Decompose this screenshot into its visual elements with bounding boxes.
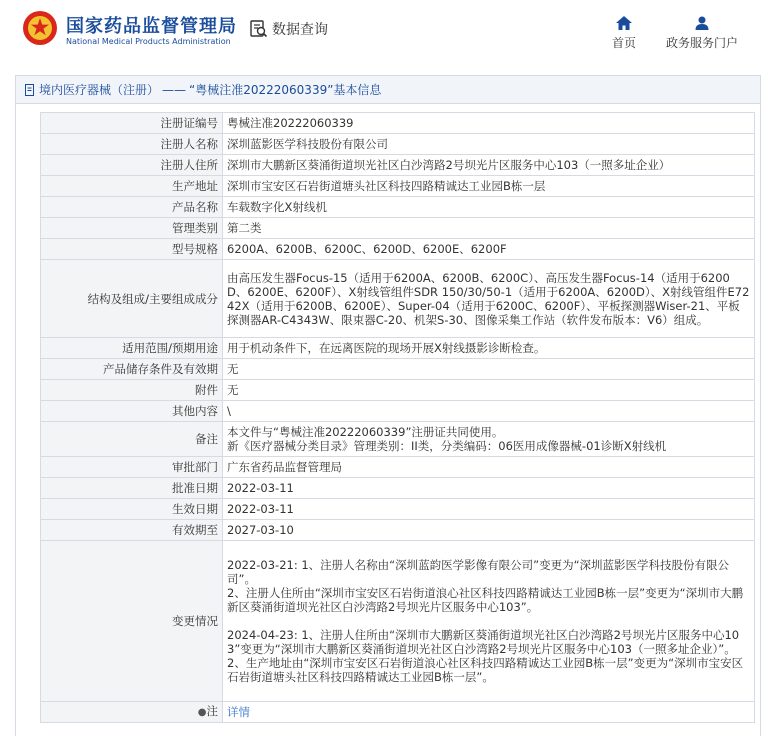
field-value: 深圳市宝安区石岩街道塘头社区科技四路精诚达工业园B栋一层 — [223, 176, 755, 197]
table-row — [41, 478, 755, 499]
table-row — [41, 422, 755, 457]
change-entry-2-line-1: 2024-04-23: 1、注册人住所由“深圳市大鹏新区葵涌街道坝光社区白沙湾路2号坝光片区服务中心103”变更为“深圳市大鹏新区葵涌街道坝光社区白沙湾路2号坝光片区服务中心103（一照多址企业）”。 — [227, 628, 740, 656]
field-label: 管理类别 — [41, 218, 223, 239]
field-label: 注册人名称 — [41, 134, 223, 155]
data-query-link[interactable] — [250, 19, 328, 39]
magnifier-doc-icon — [250, 20, 268, 38]
national-emblem-icon — [22, 10, 58, 46]
field-label: 变更情况 — [41, 541, 223, 702]
field-value: 车载数字化X射线机 — [223, 197, 755, 218]
record-table — [40, 112, 755, 723]
field-label: 备注 — [41, 422, 223, 457]
breadcrumb-separator: —— — [162, 82, 187, 97]
field-value — [223, 702, 755, 723]
field-label: 产品名称 — [41, 197, 223, 218]
field-value — [223, 422, 755, 457]
field-value: 由高压发生器Focus-15（适用于6200A、6200B、6200C）、高压发生器Focus-14（适用于6200D、6200E、6200F）、X射线管组件SDR 150/30/50-1（适用于6200A、6200D）、X射线管组件E7242X（适用于6200B、6200E）、Super-04（适用于6200C、6200F）、平板探测器Wiser-21、平板探测器AR-C4343W、限束器C-20、机架S-30、图像采集工作站（软件发布版本：V6）组成。 — [223, 260, 755, 338]
table-row — [41, 218, 755, 239]
field-label: 生产地址 — [41, 176, 223, 197]
field-label: 结构及组成/主要组成成分 — [41, 260, 223, 338]
field-value: 第二类 — [223, 218, 755, 239]
table-row — [41, 520, 755, 541]
field-value: 6200A、6200B、6200C、6200D、6200E、6200F — [223, 239, 755, 260]
data-query-label: 数据查询 — [272, 22, 328, 38]
table-row — [41, 457, 755, 478]
field-label: 其他内容 — [41, 401, 223, 422]
table-row — [41, 380, 755, 401]
spacer — [227, 614, 750, 628]
table-row — [41, 541, 755, 702]
nav-home-label: 首页 — [612, 36, 637, 50]
table-row — [41, 176, 755, 197]
table-row — [41, 260, 755, 338]
nav-services-label: 政务服务门户 — [666, 36, 739, 50]
table-row — [41, 401, 755, 422]
field-value: 无 — [223, 380, 755, 401]
field-value: 用于机动条件下，在远离医院的现场开展X射线摄影诊断检查。 — [223, 338, 755, 359]
note-label: 注 — [206, 704, 218, 718]
field-label: 注册证编号 — [41, 113, 223, 134]
field-value: 2022-03-11 — [223, 478, 755, 499]
site-subtitle: National Medical Products Administration — [66, 37, 231, 46]
field-label — [41, 702, 223, 723]
table-row — [41, 134, 755, 155]
user-icon — [694, 16, 710, 30]
nav-services[interactable] — [666, 16, 738, 51]
field-label: 生效日期 — [41, 499, 223, 520]
field-value: 2027-03-10 — [223, 520, 755, 541]
breadcrumb-category[interactable]: 境内医疗器械（注册） — [39, 83, 160, 97]
field-value: \ — [223, 401, 755, 422]
breadcrumb-record-title: “粤械注准20222060339”基本信息 — [189, 83, 382, 97]
field-label: 批准日期 — [41, 478, 223, 499]
document-icon — [24, 84, 36, 96]
field-value: 深圳市大鹏新区葵涌街道坝光社区白沙湾路2号坝光片区服务中心103（一照多址企业） — [223, 155, 755, 176]
home-icon — [616, 16, 632, 30]
table-row — [41, 113, 755, 134]
table-row — [41, 499, 755, 520]
remarks-line-2: 新《医疗器械分类目录》管理类别：II类，分类编码：06医用成像器械-01诊断X射线机 — [227, 439, 667, 453]
nav-home[interactable] — [612, 16, 636, 51]
field-label: 型号规格 — [41, 239, 223, 260]
table-row — [41, 239, 755, 260]
change-entry-1-line-1: 2022-03-21: 1、注册人名称由“深圳蓝韵医学影像有限公司”变更为“深圳蓝影医学科技股份有限公司”。 — [227, 558, 730, 586]
field-value: 2022-03-11 — [223, 499, 755, 520]
table-row — [41, 702, 755, 723]
field-label: 审批部门 — [41, 457, 223, 478]
table-row — [41, 197, 755, 218]
location-pin-icon: ● — [197, 707, 207, 718]
field-value: 无 — [223, 359, 755, 380]
site-title[interactable]: 国家药品监督管理局 — [66, 16, 237, 37]
details-link[interactable]: 详情 — [227, 705, 250, 719]
change-entry-1-line-2: 2、注册人住所由“深圳市宝安区石岩街道浪心社区科技四路精诚达工业园B栋一层”变更为“深圳市大鹏新区葵涌街道坝光社区白沙湾路2号坝光片区服务中心103”。 — [227, 586, 744, 614]
field-label: 适用范围/预期用途 — [41, 338, 223, 359]
field-value: 广东省药品监督管理局 — [223, 457, 755, 478]
field-label: 附件 — [41, 380, 223, 401]
field-label: 产品储存条件及有效期 — [41, 359, 223, 380]
table-row — [41, 155, 755, 176]
table-row — [41, 338, 755, 359]
table-row — [41, 359, 755, 380]
field-value: 深圳蓝影医学科技股份有限公司 — [223, 134, 755, 155]
field-value: 粤械注准20222060339 — [223, 113, 755, 134]
site-header — [0, 0, 762, 64]
breadcrumb — [16, 76, 760, 104]
field-value — [223, 541, 755, 702]
field-label: 有效期至 — [41, 520, 223, 541]
field-label: 注册人住所 — [41, 155, 223, 176]
remarks-line-1: 本文件与“粤械注准20222060339”注册证共同使用。 — [227, 425, 504, 439]
change-entry-2-line-2: 2、生产地址由“深圳市宝安区石岩街道浪心社区科技四路精诚达工业园B栋一层”变更为“深圳市宝安区石岩街道塘头社区科技四路精诚达工业园B栋一层”。 — [227, 656, 744, 684]
